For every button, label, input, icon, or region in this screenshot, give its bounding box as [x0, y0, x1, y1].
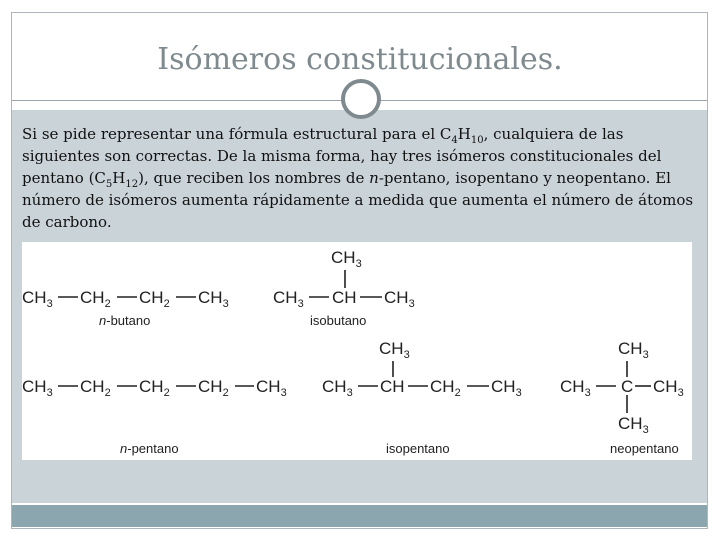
- footer-bar: [12, 505, 707, 527]
- svg-text:CH2: $CH_2$: [430, 377, 461, 399]
- svg-text:CH2: $CH_2$: [198, 377, 229, 399]
- structural-formulas: [22, 242, 692, 460]
- svg-text:CH2: $CH_2$: [139, 288, 170, 310]
- title-rule-left: [12, 100, 342, 101]
- svg-text:CH3: $CH_3$: [618, 339, 649, 361]
- svg-text:CH2: $CH_2$: [139, 377, 170, 399]
- svg-text:CH3: $CH_3$: [618, 414, 649, 436]
- n-pentano-label: n-pentano: [120, 441, 179, 456]
- svg-text:CH3: $CH_3$: [331, 248, 362, 270]
- svg-text:CH3: $CH_3$: [560, 377, 591, 399]
- svg-text:C: C: [621, 377, 634, 396]
- svg-text:CH3: $CH_3$: [256, 377, 287, 399]
- slide-title: Isómeros constitucionales.: [157, 42, 563, 77]
- svg-text:CH3: $CH_3$: [322, 377, 353, 399]
- title-ornament-circle: [341, 79, 381, 119]
- svg-text:CH3: $CH_3$: [379, 339, 410, 361]
- svg-text:CH3: $CH_3$: [198, 288, 229, 310]
- svg-text:CH3: $CH_3$: [491, 377, 522, 399]
- isobutano-formula: [273, 248, 415, 328]
- svg-text:CH3: $CH_3$: [273, 288, 304, 310]
- svg-text:CH2: $CH_2$: [80, 288, 111, 310]
- svg-text:CH3: $CH_3$: [384, 288, 415, 310]
- svg-text:CH: CH: [332, 288, 357, 307]
- svg-text:CH3: $CH_3$: [22, 288, 53, 310]
- isomers-figure: [22, 242, 692, 460]
- title-rule-right: [378, 100, 707, 101]
- isopentano-formula: [322, 339, 522, 456]
- isopentano-label: isopentano: [386, 441, 450, 456]
- neopentano-formula: [560, 339, 684, 456]
- svg-text:CH: CH: [380, 377, 405, 396]
- svg-text:CH3: $CH_3$: [22, 377, 53, 399]
- svg-text:CH2: $CH_2$: [80, 377, 111, 399]
- svg-text:CH3: $CH_3$: [653, 377, 684, 399]
- neopentano-label: neopentano: [610, 441, 679, 456]
- isobutano-label: isobutano: [310, 313, 367, 328]
- n-butano-label: n-butano: [99, 313, 151, 328]
- n-butano-formula: [22, 288, 229, 328]
- n-pentano-formula: [22, 377, 287, 456]
- body-paragraph: Si se pide representar una fórmula estructural para el $C_4H_{10}$, cualquiera de las siguientes son correctas. De la misma forma, hay tres isómeros constitucionales del pentano $(C_5H_{12})$, que reciben los nombres de n-pentano, isopentano y neopentano. El número de isómeros aumenta rápidamente a medida que aumenta el número de átomos de carbono.: [22, 125, 694, 231]
